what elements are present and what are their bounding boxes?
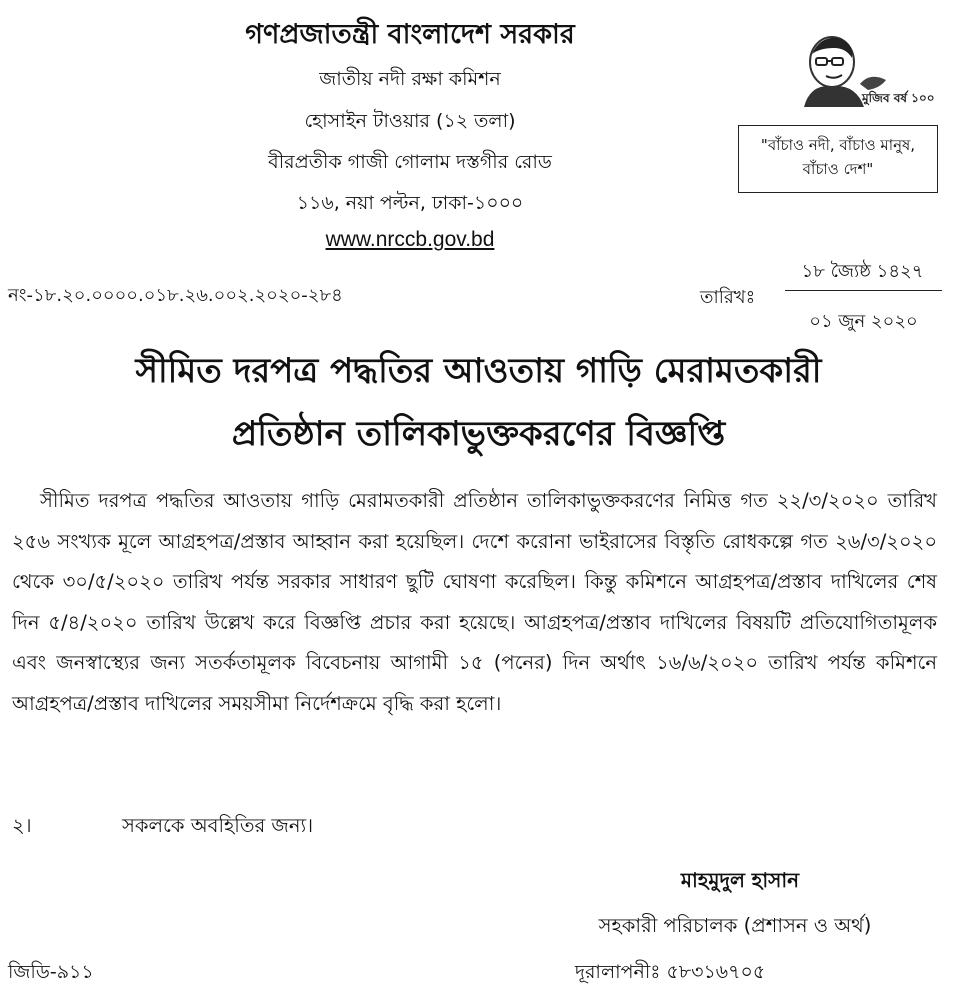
date-english: ০১ জুন ২০২০ bbox=[809, 311, 918, 332]
memo-number: নং-১৮.২০.০০০০.০১৮.২৬.০০২.২০২০-২৮৪ bbox=[8, 285, 343, 306]
website-link[interactable]: www.nrccb.gov.bd bbox=[325, 228, 495, 251]
signatory-designation: সহকারী পরিচালক (প্রশাসন ও অর্থ) bbox=[598, 914, 872, 937]
notice-title-line-1: সীমিত দরপত্র পদ্ধতির আওতায় গাড়ি মেরামতকারী bbox=[135, 351, 822, 391]
postal-address: ১১৬, নয়া পল্টন, ঢাকা-১০০০ bbox=[296, 192, 524, 214]
signatory-name: মাহমুদুল হাসান bbox=[680, 868, 800, 892]
gd-number: জিডি-৯১১ bbox=[8, 961, 94, 983]
slogan-box bbox=[738, 125, 938, 193]
office-name: জাতীয় নদী রক্ষা কমিশন bbox=[319, 68, 501, 90]
slogan-line-2: বাঁচাও দেশ" bbox=[802, 160, 874, 178]
date-bangla: ১৮ জ্যৈষ্ঠ ১৪২৭ bbox=[801, 261, 924, 282]
phone-number: দূরালাপনীঃ ৫৮৩১৬৭০৫ bbox=[575, 961, 766, 983]
paragraph-2-text: সকলকে অবহিতির জন্য। bbox=[122, 814, 314, 837]
mujib-100-logo-icon bbox=[790, 32, 940, 107]
date-divider bbox=[785, 290, 942, 291]
slogan-line-1: "বাঁচাও নদী, বাঁচাও মানুষ, bbox=[760, 136, 916, 154]
body-paragraph-2 bbox=[12, 812, 313, 844]
government-heading: গণপ্রজাতন্ত্রী বাংলাদেশ সরকার bbox=[245, 19, 575, 50]
paragraph-number: ২। bbox=[12, 814, 32, 837]
building-name: হোসাইন টাওয়ার (১২ তলা) bbox=[304, 110, 516, 132]
notice-title-line-2: প্রতিষ্ঠান তালিকাভুক্তকরণের বিজ্ঞপ্তি bbox=[231, 414, 726, 454]
body-paragraph-1: সীমিত দরপত্র পদ্ধতির আওতায় গাড়ি মেরামতকারী প্রতিষ্ঠান তালিকাভুক্তকরণের নিমিত্ত গত ২২/৩/২০২০ তারিখ ২৫৬ সংখ্যক মূলে আগ্রহপত্র/প্রস্তাব আহ্বান করা হয়েছিল। দেশে করোনা ভাইরাসের বিস্তৃতি রোধকল্পে গত ২৬/৩/২০২০ থেকে ৩০/৫/২০২০ তারিখ পর্যন্ত সরকার সাধারণ ছুটি ঘোষণা করেছিল। কিন্তু কমিশনে আগ্রহপত্র/প্রস্তাব দাখিলের শেষ দিন ৫/৪/২০২০ তারিখ উল্লেখ করে বিজ্ঞপ্তি প্রচার করা হয়েছে। আগ্রহপত্র/প্রস্তাব দাখিলের বিষয়টি প্রতিযোগিতামূলক এবং জনস্বাস্থ্যের জন্য সতর্কতামূলক বিবেচনায় আগামী ১৫ (পনের) দিন অর্থাৎ ১৬/৬/২০২০ তারিখ পর্যন্ত কমিশনে আগ্রহপত্র/প্রস্তাব দাখিলের সময়সীমা নির্দেশক্রমে বৃদ্ধি করা হলো। bbox=[12, 489, 937, 715]
date-label: তারিখঃ bbox=[700, 287, 756, 308]
logo-badge: মুজিব বর্ষ ১০০ bbox=[862, 91, 935, 105]
road-name: বীরপ্রতীক গাজী গোলাম দস্তগীর রোড bbox=[268, 151, 552, 173]
